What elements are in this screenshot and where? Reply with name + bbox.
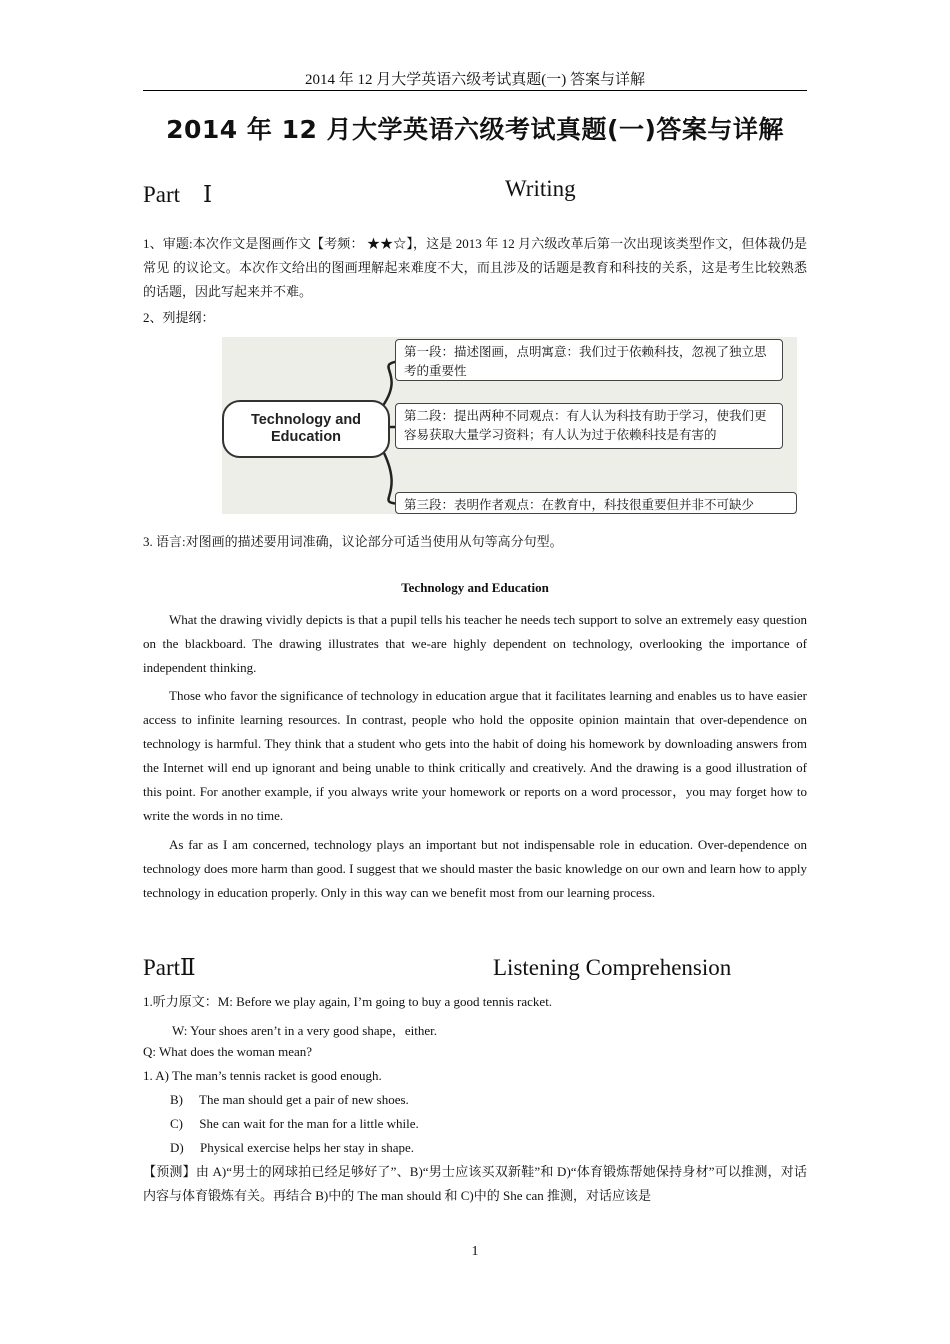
part-2-name: Listening Comprehension — [493, 955, 732, 980]
part-2-label: PartⅡ — [143, 955, 196, 980]
part-1-name: Writing — [505, 176, 576, 201]
header-divider — [143, 90, 807, 91]
listening-q1-question: Q: What does the woman mean? — [143, 1044, 313, 1059]
listening-option-a: 1. A) The man’s tennis racket is good enough. — [143, 1068, 382, 1083]
listening-prediction: 【预测】由 A)“男士的网球拍已经足够好了”、B)“男士应该买双新鞋”和 D)“体育锻炼帮她保持身材”可以推测，对话 内容与体育锻炼有关。再结合 B)中的 The man should 和 C)中的 She can 推测，对话应该是 — [143, 1164, 807, 1203]
essay-paragraph-3: As far as I am concerned, technology plays an important but not indispensable role in education. Over-dependence on technology does more harm than good. I suggest that we should master the basic knowledge on our own and learn how to apply technology in education properly. Only in this way can we benefit most from our learning process. — [143, 837, 807, 900]
analysis-language: 3. 语言:对图画的描述要用词准确，议论部分可适当使用从句等高分句型。 — [143, 534, 563, 549]
running-header: 2014 年 12 月大学英语六级考试真题(一) 答案与详解 — [305, 72, 645, 88]
page-number: 1 — [471, 1244, 479, 1259]
part-2-heading — [143, 955, 807, 985]
page-title: 2014 年 12 月大学英语六级考试真题(一)答案与详解 — [166, 115, 784, 144]
essay-title: Technology and Education — [401, 580, 549, 595]
listening-option-d: D) Physical exercise helps her stay in shape. — [170, 1140, 415, 1155]
part-1-label: Part Ⅰ — [143, 182, 213, 207]
essay-paragraph-2: Those who favor the significance of technology in education argue that it facilitates learning and enables us to have easier access to infinite learning resources. In contrast, people who hold the opposite opinion maintain that over-dependence on technology is harmful. They think that a student who gets into the habit of doing his homework by downloading answers from the Internet will end up ignorant and being unable to think critically and creatively. And the drawing is a good illustration of this point. For another example, if you always write your homework or reports on a word processor，you may forget how to write the words in no time. — [143, 688, 807, 823]
analysis-review: 1、审题:本次作文是图画作文【考频： ★★☆】，这是 2013 年 12 月六级改革后第一次出现该类型作文，但体裁仍是常见 的议论文。本次作文给出的图画理解起来难度不大，而且涉及的话题是教育和科技的关系，这是考生比较熟悉的话题，因此写起来并不难。 — [143, 236, 807, 299]
listening-option-c: C) She can wait for the man for a little while. — [170, 1116, 419, 1131]
analysis-outline-label: 2、列提纲： — [143, 310, 215, 325]
mindmap-branch-3: 第三段：表明作者观点：在教育中，科技很重要但并非不可缺少 — [395, 492, 797, 514]
part-1-heading — [143, 176, 807, 206]
essay-paragraph-1: What the drawing vividly depicts is that a pupil tells his teacher he needs tech support to solve an extremely easy question on the blackboard. The drawing illustrates that we-are highly dependent on technology, overlooking the importance of independent thinking. — [143, 612, 807, 675]
outline-mindmap — [222, 337, 797, 514]
mindmap-branch-1: 第一段：描述图画，点明寓意：我们过于依赖科技，忽视了独立思考的重要性 — [395, 339, 783, 381]
listening-q1-script: 1.听力原文：M: Before we play again, I’m going to buy a good tennis racket. — [143, 994, 553, 1009]
mindmap-branch-2: 第二段：提出两种不同观点：有人认为科技有助于学习，使我们更容易获取大量学习资料；有人认为过于依赖科技是有害的 — [395, 403, 783, 449]
mindmap-center-node: Technology and Education — [222, 400, 390, 458]
listening-q1-woman: W: Your shoes aren’t in a very good shape，either. — [172, 1023, 438, 1038]
listening-option-b: B) The man should get a pair of new shoes. — [170, 1092, 409, 1107]
